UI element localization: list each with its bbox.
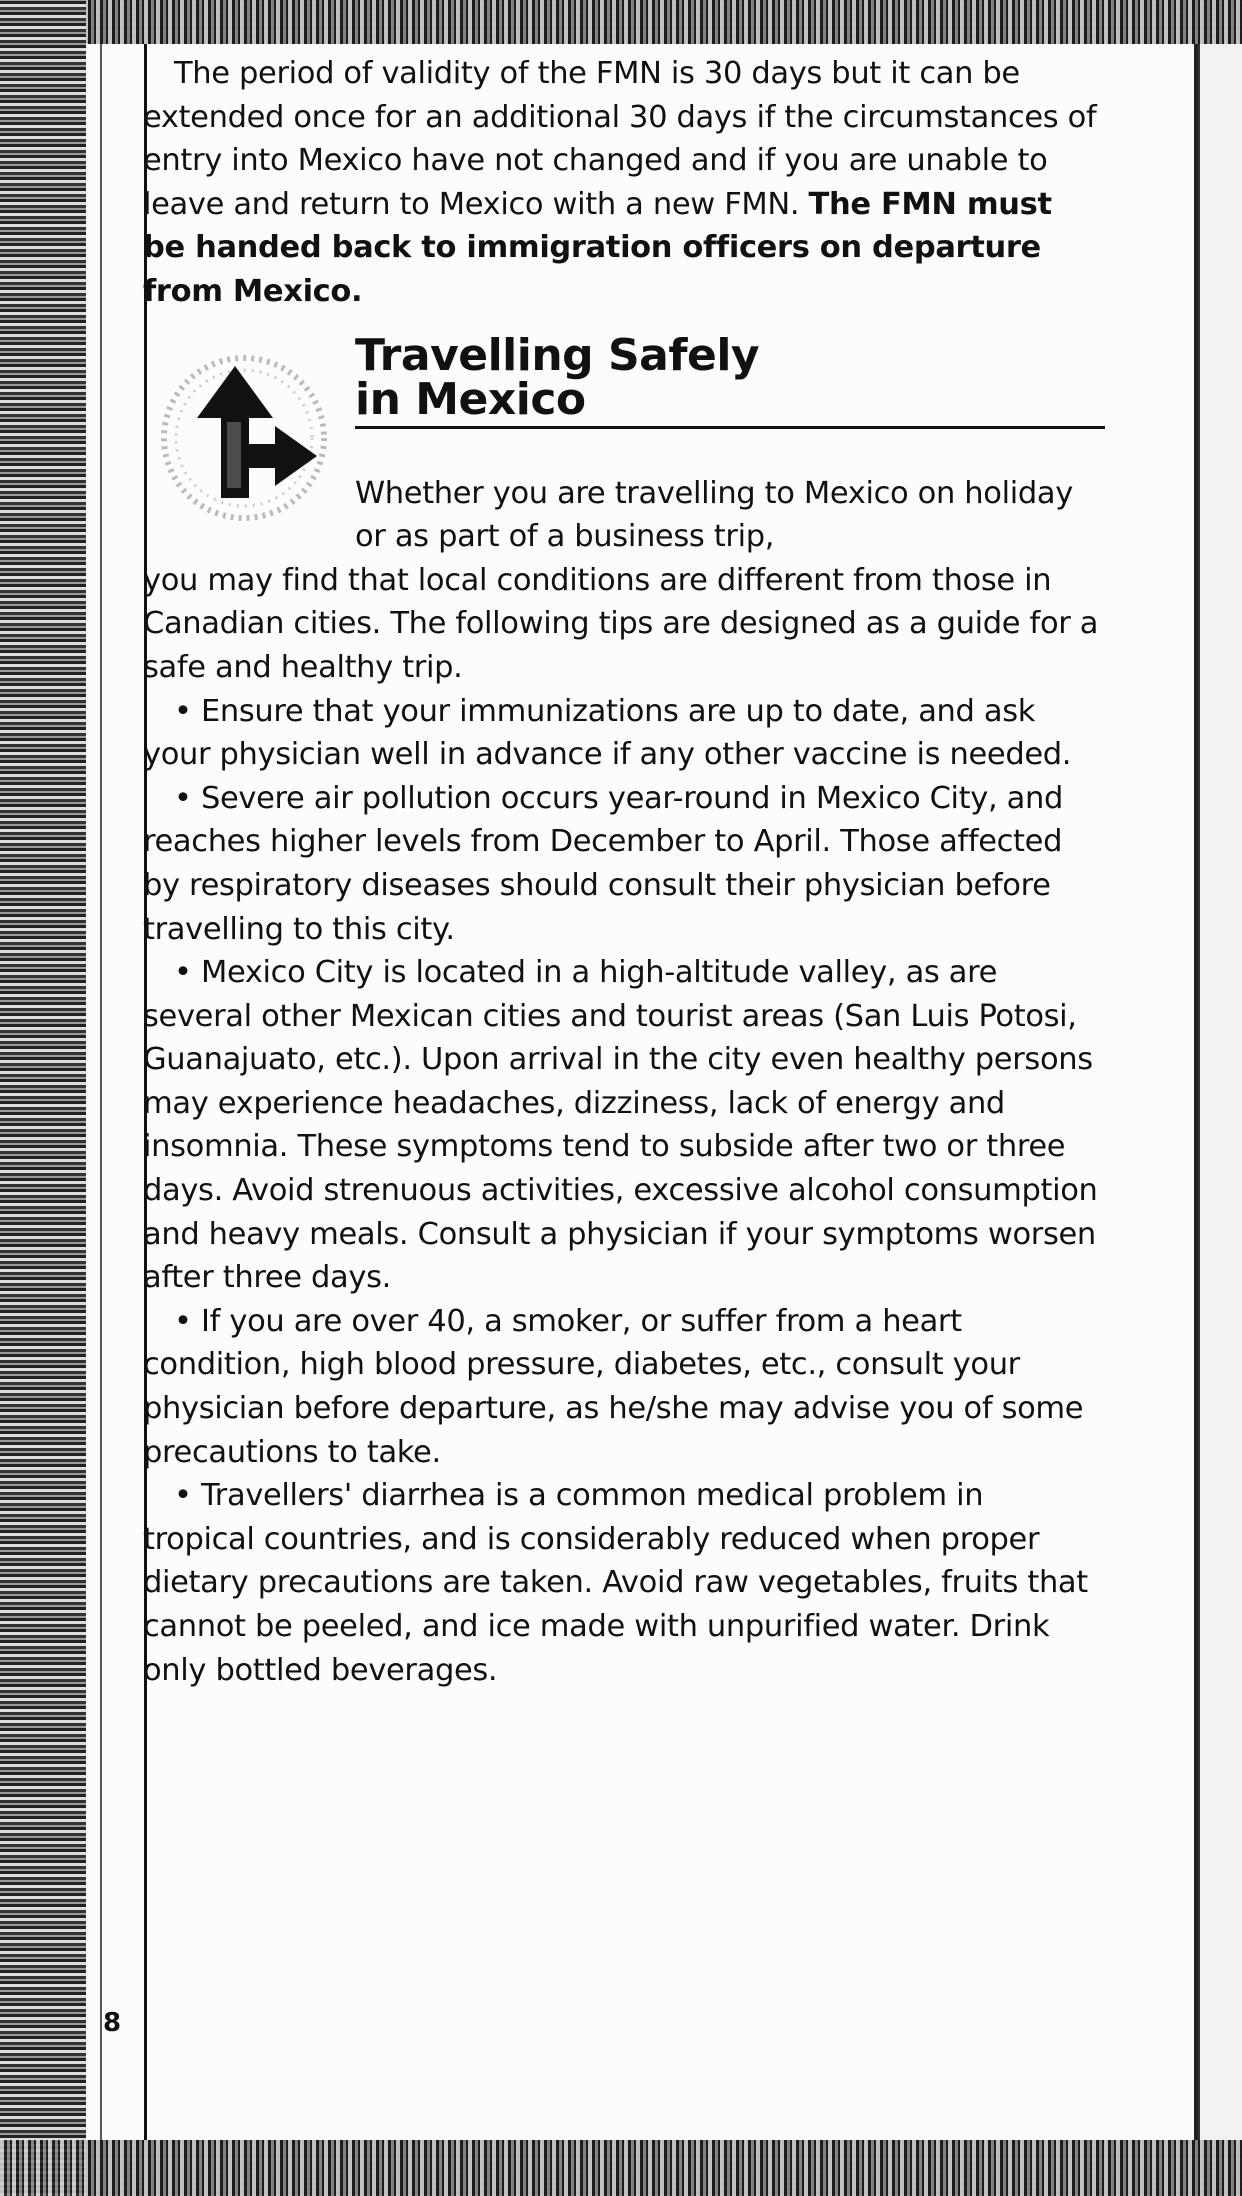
section-title-line2: in Mexico xyxy=(355,373,586,425)
tip-high-altitude: • Mexico City is located in a high-altitude valley, as are several other Mexican cities and tourist areas (San Luis Potosi, Guanajuato, etc.). Upon arrival in the city even healthy persons may experience headaches, dizziness, lack of energy and insomnia. These symptoms tend to subside after two or three days. Avoid strenuous activities, excessive alcohol consumption and heavy meals. Consult a physician if your symptoms worsen after three days. xyxy=(143,955,1098,1296)
fmn-validity-text: The period of validity of the FMN is 30 days but it can be extended once for an additional 30 days if the circumstances of entry into Mexico have not changed and if you are unable to leave and return to Mexico with a new FMN. xyxy=(143,56,1097,222)
tip-air-pollution: • Severe air pollution occurs year-round in Mexico City, and reaches higher levels from December to April. Those affected by respiratory diseases should consult their physician before travelling to this city. xyxy=(143,780,1064,947)
section-intro-rest: you may find that local conditions are different from those in Canadian cities. The following tips are designed as a guide for a safe and healthy trip. xyxy=(143,562,1099,685)
tip-immunizations: • Ensure that your immunizations are up to date, and ask your physician well in advance if any other vaccine is needed. xyxy=(143,693,1072,773)
page-content xyxy=(143,52,1103,1692)
scan-right-edge xyxy=(1198,44,1242,2140)
page-number: 8 xyxy=(103,2008,122,2038)
tip-travellers-diarrhea: • Travellers' diarrhea is a common medical problem in tropical countries, and is considerably reduced when proper dietary precautions are taken. Avoid raw vegetables, fruits that cannot be peeled, and ice made with unpurified water. Drink only bottled beverages. xyxy=(143,1478,1088,1688)
heading-rule xyxy=(355,426,1105,429)
section-intro-first-lines: Whether you are travelling to Mexico on holiday or as part of a business trip, xyxy=(355,475,1073,555)
scan-left-edge xyxy=(0,0,86,2196)
section-title-line1: Travelling Safely xyxy=(355,329,760,381)
section-heading xyxy=(143,329,1103,472)
section-title xyxy=(355,329,1105,425)
fmn-return-notice: The FMN must be handed back to immigration officers on departure from Mexico. xyxy=(143,186,1052,309)
fmn-validity-paragraph xyxy=(143,52,1103,314)
direction-arrow-icon xyxy=(149,348,339,528)
scan-bottom-edge xyxy=(0,2140,1242,2196)
scan-top-edge xyxy=(0,0,1242,44)
page-edge-line xyxy=(100,44,102,2140)
tip-health-conditions: • If you are over 40, a smoker, or suffer from a heart condition, high blood pressure, diabetes, etc., consult your physician before departure, as he/she may advise you of some precautions to take. xyxy=(143,1303,1084,1470)
